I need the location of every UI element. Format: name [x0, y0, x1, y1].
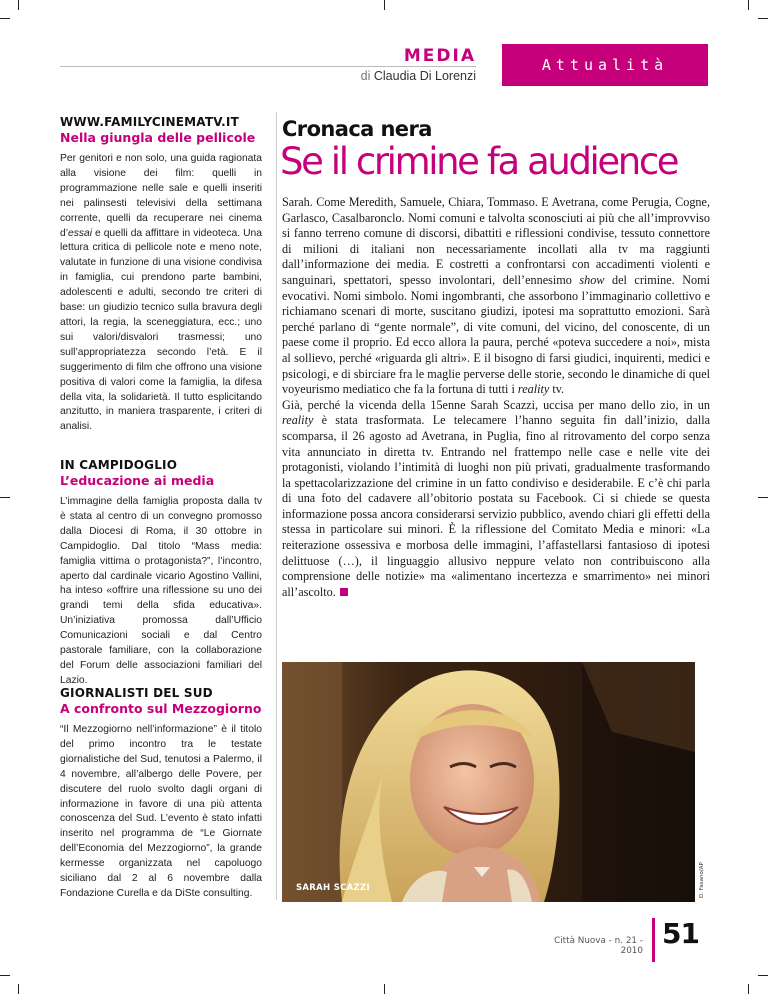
sidebar-block-title: WWW.FAMILYCINEMATV.IT [60, 115, 239, 129]
author-name: Claudia Di Lorenzi [373, 69, 476, 83]
sidebar-block-familycinematv [60, 115, 262, 435]
portrait-image [282, 662, 695, 902]
category-tab [502, 44, 708, 86]
author-line [260, 69, 476, 83]
crop-mark [748, 984, 749, 994]
end-mark-icon [340, 588, 348, 596]
crop-mark [18, 984, 19, 994]
crop-mark [748, 0, 749, 10]
sidebar-block-title: GIORNALISTI DEL SUD [60, 686, 213, 700]
sidebar-block-text: Per genitori e non solo, una guida ragionata alla visione dei film: quelli in programmazione nelle sale e quelli inseriti nei palinsesti televisivi della settimana corrente, quelli da recuperare nei cinema d’essai e quelli da affittare in videoteca. Una lettura critica di pellicole note e meno note, valutate in funzione di una visione condivisa in famiglia, cui prendono parte bambini, adolescenti e adulti, secondo tre criteri di base: un giudizio tecnico sulla bravura degli attori, la regia, la sceneggiatura, ecc.; uno sui valori/disvalori trasmessi; uno sull’appropriatezza secondo l’età. E il suggerimento di film che offrono una visione positiva di valori come la famiglia, la difesa della vita, la solidarietà. Il tutto esplicitando anzitutto, in maniera trasparente, i criteri di analisi. [60, 153, 262, 433]
author-prefix: di [360, 69, 371, 83]
crop-mark [18, 0, 19, 10]
category-tab-label: Attualità [541, 56, 669, 74]
sidebar-block-giornalisti [60, 686, 262, 902]
column-divider [276, 112, 277, 900]
article-body: Sarah. Come Meredith, Samuele, Chiara, Tommaso. E Avetrana, come Perugia, Cogne, Garlasco, Casalbaronclo. Nomi comuni e talvolta sconosciuti ai più che all’improvviso si fanno terreno comune di discorsi, dibattiti e riflessioni condivise, tessuto connettore di milioni di italiani non necessariamente incollati alla tv ma raggiunti dall’informazione dei media. E costretti a confrontarsi con accadimenti violenti e sanguinari, spettatori, spesso involontari, dell’ennesimo show del crimine. Nomi evocativi. Nomi simbolo. Nomi ingombranti, che assorbono l’immaginario collettivo e richiamano scenari di morte, suscitano giudizi, ipotesi ma soprattutto emozioni. Sarà perché parlano di “gente normale”, di vite comuni, del vicino, del conoscente, di un paese come il proprio. Ed ecco allora la paura, perché «poteva succedere a noi», mista al sollievo, perché «riguarda gli altri». E il bisogno di farsi giudici, inquirenti, medici e psicologi, e di sbirciare fra le maglie perverse delle storie, secondo le dinamiche di quel voyeurismo mediatico che fa la fortuna di tutti i reality tv. Già, perché la vicenda della 15enne Sarah Scazzi, uccisa per mano dello zio, in un reality è stata trasformata. Le telecamere l’hanno seguita fin dall’inizio, dalla scomparsa, il 26 agosto ad Avetrana, in Puglia, fino al ritrovamento del corpo senza vita annunciato in diretta tv. Entrando nel frattempo nelle case e nelle vite dei protagonisti, violando l’intimità di luoghi non più privati, gradualmente trasformando la spettacolarizzazione del crimine in un fatto condiviso e desiderabile. E c’è chi parla di una foto del cadavere all’obitorio postata su Facebook. Ci si chiede se questa informazione possa ancora considerarsi servizio pubblico, avendo chiari gli effetti della stessa in particolare sui minori. È la riflessione del Comitato Media e minori: «La reiterazione ossessiva e morbosa delle immagini, l’affastellarsi fantasioso di ipotesi delittuose (…), il linguaggio allusivo neppure velato non contribuiscono alla comprensione delle notizie» ma «alimentano incertezza e smarrimento» nei minori all’ascolto. [282, 195, 711, 599]
article-photo [282, 662, 695, 902]
crop-mark [758, 18, 768, 19]
article-headline: Se il crimine fa audience [280, 140, 678, 183]
photo-credit: D. Fasano/AP [699, 862, 705, 898]
crop-mark [0, 975, 10, 976]
sidebar-block-text: “Il Mezzogiorno nell’informazione” è il titolo del primo incontro tra le testate giornalistiche del Sud, tenutosi a Palermo, il 4 novembre, all’albergo delle Povere, per discutere del ruolo svolto dagli organi di informazione in favore di una più attenta conoscenza del Sud. L’evento è stato infatti inserito nel programma de “Le Giornate dell’Economia del Mezzogiorno”, la grande kermesse organizzata nel capoluogo siciliano dal 2 al 6 novembre dalla Fondazione Curella e da DiSte consulting. [60, 724, 262, 899]
sidebar-block-subtitle: L’educazione ai media [60, 473, 215, 488]
sidebar-block-title: IN CAMPIDOGLIO [60, 458, 178, 472]
footer-rule [652, 918, 655, 962]
crop-mark [0, 497, 10, 498]
article-kicker: Cronaca nera [282, 117, 432, 141]
crop-mark [384, 984, 385, 994]
sidebar-block-subtitle: A confronto sul Mezzogiorno [60, 701, 262, 716]
sidebar-block-text: L’immagine della famiglia proposta dalla tv è stata al centro di un convegno promosso dalla Diocesi di Roma, il 30 ottobre in Campidoglio. Dal titolo “Mass media: famiglia vittima o protagonista?”, l’incontro, aperto dal cardinale vicario Agostino Vallini, ha inteso «offrire una riflessione su uno dei grandi temi della sfida educativa». Un’iniziativa promossa dall’Ufficio Comunicazioni sociali e dal Centro pastorale familiare, con la collaborazione del Forum delle associazioni familiari del Lazio. [60, 496, 262, 686]
section-label: MEDIA [403, 46, 476, 66]
crop-mark [0, 18, 10, 19]
sidebar-block-subtitle: Nella giungla delle pellicole [60, 130, 256, 145]
crop-mark [758, 497, 768, 498]
photo-caption: SARAH SCAZZI [296, 883, 370, 893]
sidebar-block-campidoglio [60, 458, 262, 689]
page-number: 51 [662, 917, 699, 950]
crop-mark [758, 975, 768, 976]
header-rule [60, 66, 476, 67]
footer-issue: Città Nuova - n. 21 - 2010 [554, 936, 643, 956]
crop-mark [384, 0, 385, 10]
